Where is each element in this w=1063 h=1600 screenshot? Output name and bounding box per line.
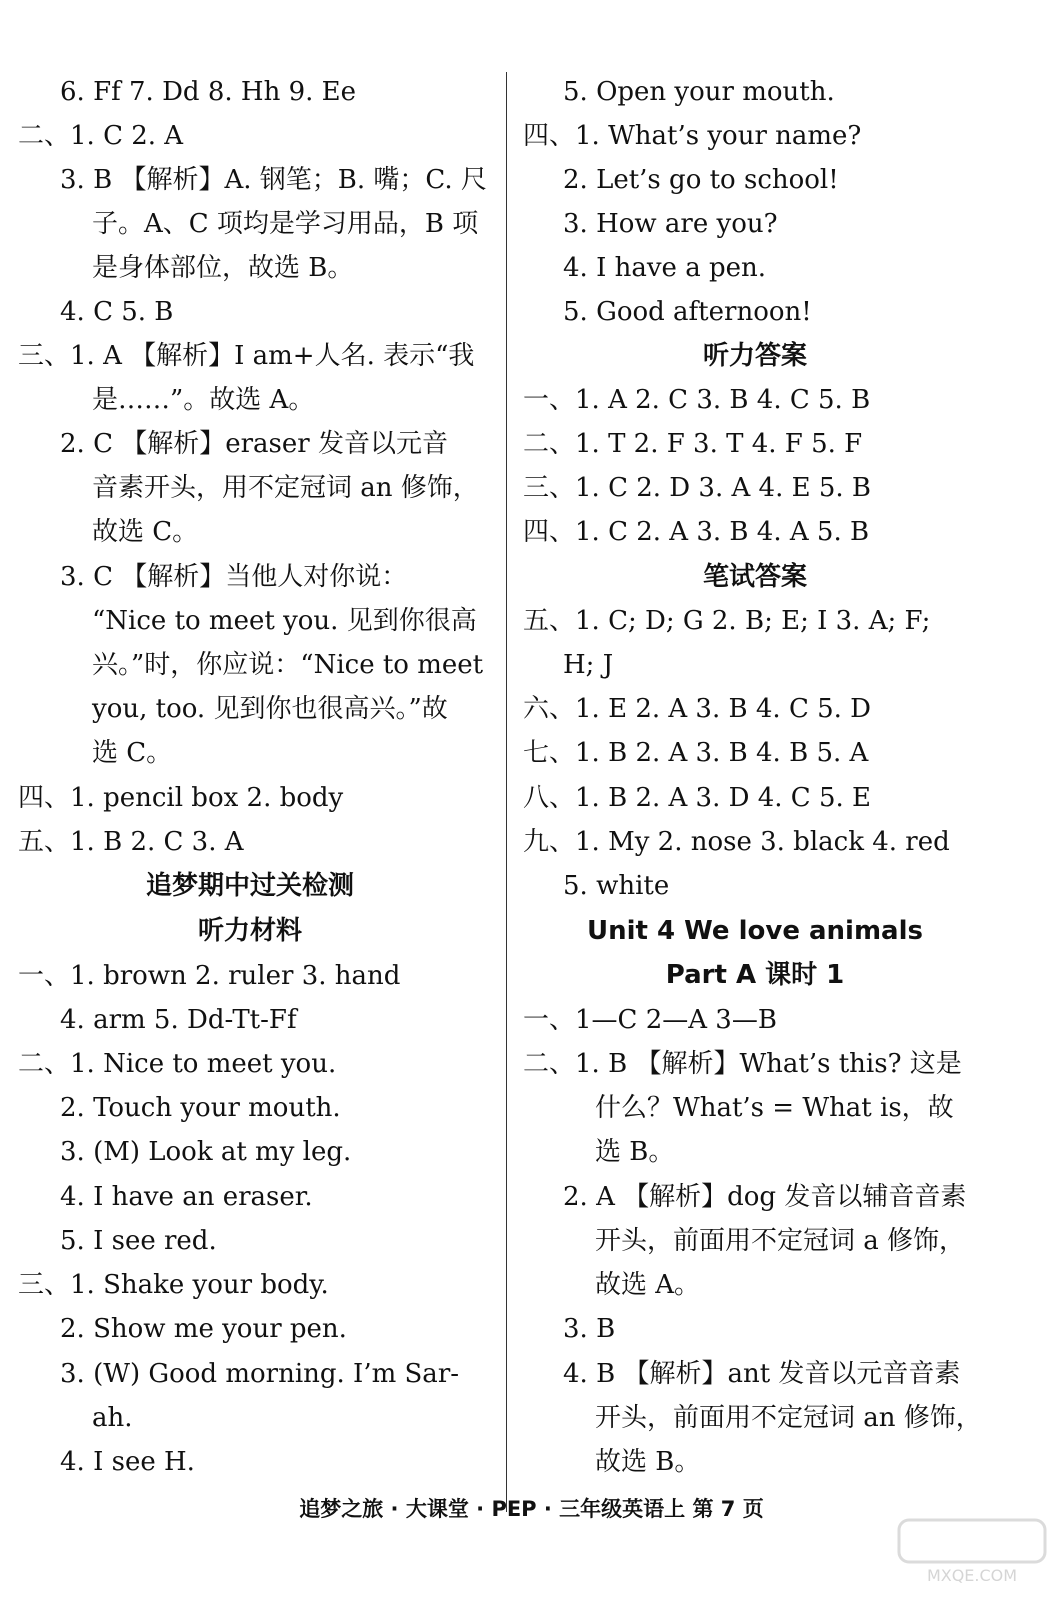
section-heading-3: Part A 课时 1 — [665, 960, 845, 990]
answer-line-4: 是身体部位，故选 B。 — [92, 253, 354, 283]
answer-line-11: 3. C 【解析】当他人对你说： — [60, 562, 408, 592]
answer-line-21: 2. A 【解析】dog 发音以辅音音素 — [563, 1182, 967, 1212]
answer-line-17: 一、1—C 2—A 3—B — [523, 1005, 777, 1035]
answer-line-1: 四、1. What’s your name? — [523, 121, 862, 151]
answer-line-0: 5. Open your mouth. — [563, 77, 835, 107]
answer-line-15: 九、1. My 2. nose 3. black 4. red — [523, 827, 950, 857]
page-footer: 追梦之旅 · 大课堂 · PEP · 三年级英语上 第 7 页 — [299, 1497, 764, 1521]
answer-line-18: 一、1. brown 2. ruler 3. hand — [18, 961, 401, 991]
section-heading-1: 听力材料 — [197, 916, 302, 946]
answer-line-3: 3. How are you? — [563, 209, 778, 239]
answer-line-1: 二、1. C 2. A — [18, 121, 184, 151]
answer-line-13: 七、1. B 2. A 3. B 4. B 5. A — [523, 738, 869, 768]
answer-line-16: 5. white — [563, 871, 670, 901]
answer-line-19: 4. arm 5. Dd-Tt-Ff — [60, 1005, 297, 1035]
answer-line-6: 一、1. A 2. C 3. B 4. C 5. B — [523, 385, 871, 415]
answer-line-5: 4. C 5. B — [60, 297, 174, 327]
answer-line-17: 五、1. B 2. C 3. A — [18, 827, 244, 857]
answer-line-19: 什么？What’s = What is，故 — [595, 1093, 954, 1123]
answer-line-20: 选 B。 — [595, 1137, 675, 1167]
answer-line-14: you, too. 见到你也很高兴。”故 — [92, 694, 448, 724]
answer-line-24: 5. I see red. — [60, 1226, 217, 1256]
answer-line-0: 6. Ff 7. Dd 8. Hh 9. Ee — [60, 77, 357, 107]
answer-line-10: 故选 C。 — [92, 517, 199, 547]
answer-line-25: 三、1. Shake your body. — [18, 1270, 329, 1300]
answer-line-23: 4. I have an eraser. — [60, 1182, 313, 1212]
answer-line-28: ah. — [92, 1403, 133, 1433]
answer-line-4: 4. I have a pen. — [563, 253, 766, 283]
answer-line-26: 开头，前面用不定冠词 an 修饰， — [595, 1403, 982, 1433]
answer-line-24: 3. B — [563, 1314, 616, 1344]
answer-line-27: 故选 B。 — [595, 1447, 701, 1477]
answer-line-27: 3. (W) Good morning. I’m Sar- — [60, 1359, 460, 1389]
answer-line-18: 二、1. B 【解析】What’s this? 这是 — [523, 1049, 962, 1079]
answer-line-21: 2. Touch your mouth. — [60, 1093, 341, 1123]
answer-line-12: 六、1. E 2. A 3. B 4. C 5. D — [523, 694, 872, 724]
answer-line-3: 子。A、C 项均是学习用品，B 项 — [92, 209, 479, 239]
answer-line-16: 四、1. pencil box 2. body — [18, 783, 344, 813]
column-divider — [506, 72, 507, 1512]
section-heading-1: 笔试答案 — [702, 562, 807, 592]
answer-line-23: 故选 A。 — [595, 1270, 701, 1300]
section-heading-2: Unit 4 We love animals — [587, 916, 923, 946]
section-heading-0: 听力答案 — [702, 341, 807, 371]
answer-line-5: 5. Good afternoon! — [563, 297, 812, 327]
section-heading-0: 追梦期中过关检测 — [145, 871, 354, 901]
answer-line-10: 五、1. C; D; G 2. B; E; I 3. A; F; — [523, 606, 931, 636]
answer-line-2: 3. B 【解析】A. 钢笔；B. 嘴；C. 尺 — [60, 165, 487, 195]
answer-line-14: 八、1. B 2. A 3. D 4. C 5. E — [523, 783, 872, 813]
answer-line-7: 是……”。故选 A。 — [92, 385, 315, 415]
watermark-logo — [897, 1516, 1047, 1586]
answer-line-8: 2. C 【解析】eraser 发音以元音 — [60, 429, 448, 459]
answer-line-11: H; J — [563, 650, 614, 680]
answer-line-22: 开头，前面用不定冠词 a 修饰， — [595, 1226, 966, 1256]
answer-line-25: 4. B 【解析】ant 发音以元音音素 — [563, 1359, 961, 1389]
answer-line-6: 三、1. A 【解析】I am+人名. 表示“我 — [18, 341, 475, 371]
answer-line-22: 3. (M) Look at my leg. — [60, 1137, 352, 1167]
watermark-text: MXQE.COM — [926, 1566, 1018, 1585]
answer-line-2: 2. Let’s go to school! — [563, 165, 839, 195]
answer-line-20: 二、1. Nice to meet you. — [18, 1049, 337, 1079]
answer-line-26: 2. Show me your pen. — [60, 1314, 347, 1344]
answer-line-15: 选 C。 — [92, 738, 173, 768]
answer-line-7: 二、1. T 2. F 3. T 4. F 5. F — [523, 429, 863, 459]
answer-line-9: 音素开头，用不定冠词 an 修饰， — [92, 473, 479, 503]
answer-line-29: 4. I see H. — [60, 1447, 195, 1477]
answer-line-12: “Nice to meet you. 见到你很高 — [92, 606, 477, 636]
answer-line-13: 兴。”时，你应说：“Nice to meet — [92, 650, 484, 680]
answer-line-9: 四、1. C 2. A 3. B 4. A 5. B — [523, 517, 870, 547]
answer-line-8: 三、1. C 2. D 3. A 4. E 5. B — [523, 473, 872, 503]
